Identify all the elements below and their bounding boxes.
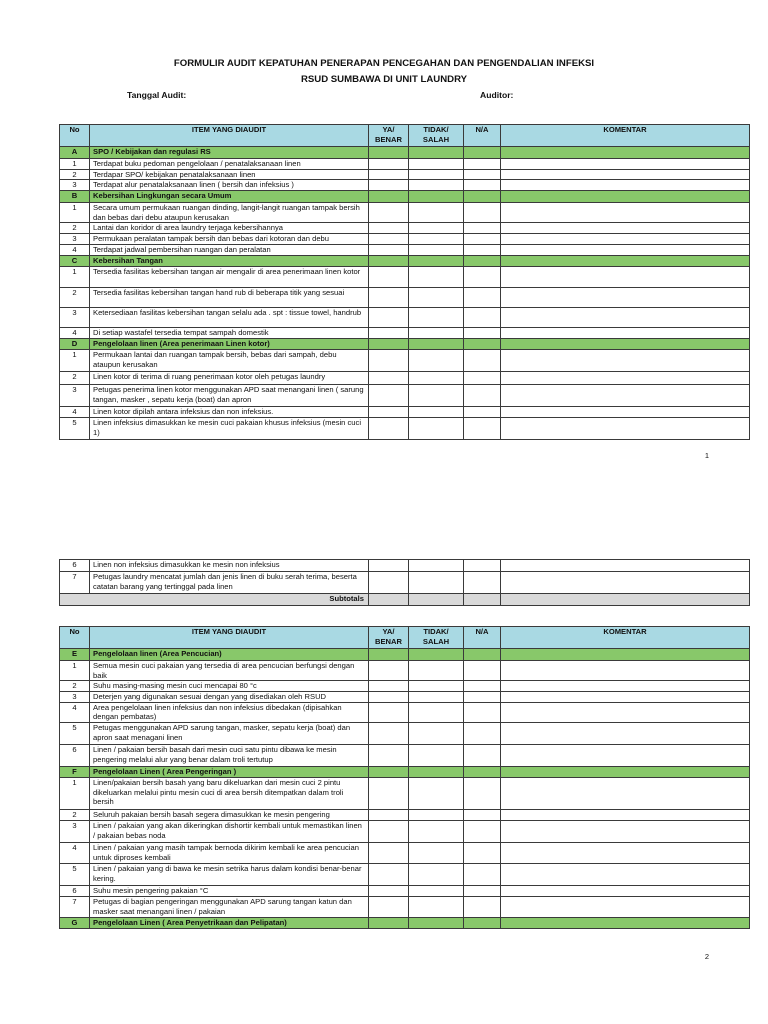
column-header-na: N/A — [464, 627, 501, 649]
item-text: Lantai dan koridor di area laundry terjaga kebersihannya — [90, 223, 369, 234]
answer-no-cell[interactable] — [409, 350, 464, 372]
answer-no-cell[interactable] — [409, 702, 464, 722]
column-header-no: No — [60, 125, 90, 147]
answer-yes-cell[interactable] — [369, 896, 409, 917]
item-text: Ketersediaan fasilitas kebersihan tangan selalu ada . spt : tissue towel, handrub — [90, 308, 369, 328]
answer-yes-cell[interactable] — [369, 572, 409, 594]
answer-no-cell[interactable] — [409, 308, 464, 328]
item-text: Semua mesin cuci pakaian yang tersedia di area pencucian berfungsi dengan baik — [90, 661, 369, 681]
answer-yes-cell[interactable] — [369, 223, 409, 234]
table-row — [60, 245, 750, 256]
item-number: 5 — [60, 863, 90, 885]
answer-yes-cell[interactable] — [369, 661, 409, 681]
comment-cell[interactable] — [501, 722, 750, 744]
answer-no-cell — [409, 649, 464, 661]
item-text: Petugas di bagian pengeringan menggunakan APD sarung tangan katun dan masker saat menangani linen / pakaian — [90, 896, 369, 917]
audit-table-page1-continued — [59, 559, 750, 606]
item-number: 3 — [60, 820, 90, 842]
answer-yes-cell — [369, 256, 409, 267]
item-text: Linen kotor di terima di ruang penerimaan kotor oleh petugas laundry — [90, 372, 369, 385]
answer-no-cell[interactable] — [409, 744, 464, 766]
answer-yes-cell[interactable] — [369, 722, 409, 744]
answer-no-cell[interactable] — [409, 203, 464, 223]
answer-no-cell[interactable] — [409, 169, 464, 180]
page-number: 1 — [704, 451, 709, 460]
item-number: 5 — [60, 417, 90, 439]
answer-yes-cell[interactable] — [369, 372, 409, 385]
answer-no-cell — [409, 917, 464, 928]
table-row — [60, 308, 750, 328]
answer-no-cell[interactable] — [409, 572, 464, 594]
answer-na-cell[interactable] — [464, 288, 501, 308]
section-letter: G — [60, 917, 90, 928]
item-number: 1 — [60, 777, 90, 809]
comment-cell[interactable] — [501, 691, 750, 702]
answer-no-cell[interactable] — [409, 777, 464, 809]
comment-cell[interactable] — [501, 288, 750, 308]
answer-yes-cell[interactable] — [369, 245, 409, 256]
comment-cell — [501, 191, 750, 203]
item-number: 2 — [60, 809, 90, 820]
table-row — [60, 203, 750, 223]
form-title: FORMULIR AUDIT KEPATUHAN PENERAPAN PENCEGAHAN DAN PENGENDALIAN INFEKSI — [173, 58, 595, 69]
item-text: Secara umum permukaan ruangan dinding, langit-langit ruangan tampak bersih dan bebas dari debu ataupun kerusakan — [90, 203, 369, 223]
answer-na-cell[interactable] — [464, 702, 501, 722]
answer-no-cell[interactable] — [409, 328, 464, 339]
answer-na-cell[interactable] — [464, 744, 501, 766]
answer-no-cell[interactable] — [409, 417, 464, 439]
item-number: 4 — [60, 407, 90, 418]
comment-cell[interactable] — [501, 223, 750, 234]
page-number: 2 — [704, 952, 709, 961]
auditor-label: Auditor: — [480, 90, 514, 100]
comment-cell[interactable] — [501, 180, 750, 191]
section-row — [60, 649, 750, 661]
audit-table-page1 — [59, 124, 750, 440]
section-title: Pengelolaan linen (Area penerimaan Linen kotor) — [90, 339, 369, 350]
answer-na-cell[interactable] — [464, 661, 501, 681]
answer-na-cell — [464, 649, 501, 661]
item-number: 3 — [60, 180, 90, 191]
item-number: 1 — [60, 350, 90, 372]
answer-yes-cell[interactable] — [369, 885, 409, 896]
answer-na-cell[interactable] — [464, 385, 501, 407]
item-number: 2 — [60, 372, 90, 385]
column-header-item: ITEM YANG DIAUDIT — [90, 125, 369, 147]
column-header-no: No — [60, 627, 90, 649]
column-header-comment: KOMENTAR — [501, 125, 750, 147]
item-number: 2 — [60, 681, 90, 692]
comment-cell[interactable] — [501, 417, 750, 439]
comment-cell[interactable] — [501, 842, 750, 863]
answer-no-cell[interactable] — [409, 691, 464, 702]
table-row — [60, 159, 750, 170]
column-header-comment: KOMENTAR — [501, 627, 750, 649]
table-row — [60, 385, 750, 407]
table-row — [60, 681, 750, 692]
item-number: 2 — [60, 169, 90, 180]
comment-cell — [501, 256, 750, 267]
item-number: 1 — [60, 661, 90, 681]
answer-na-cell[interactable] — [464, 159, 501, 170]
answer-na-cell — [464, 917, 501, 928]
item-text: Linen non infeksius dimasukkan ke mesin non infeksius — [90, 560, 369, 572]
comment-cell[interactable] — [501, 863, 750, 885]
answer-yes-cell — [369, 191, 409, 203]
answer-na-cell[interactable] — [464, 372, 501, 385]
item-text: Linen kotor dipilah antara infeksius dan non infeksius. — [90, 407, 369, 418]
answer-na-cell[interactable] — [464, 896, 501, 917]
item-text: Suhu masing-masing mesin cuci mencapai 80 °c — [90, 681, 369, 692]
answer-no-cell — [409, 147, 464, 159]
item-text: Terdapat jadwal pembersihan ruangan dan peralatan — [90, 245, 369, 256]
answer-yes-cell — [369, 766, 409, 777]
item-number: 7 — [60, 572, 90, 594]
section-title: Pengelolaan Linen ( Area Pengeringan ) — [90, 766, 369, 777]
comment-cell[interactable] — [501, 777, 750, 809]
table-row — [60, 169, 750, 180]
answer-na-cell[interactable] — [464, 223, 501, 234]
answer-yes-cell — [369, 649, 409, 661]
subtotal-label: Subtotals — [60, 594, 369, 606]
table-row — [60, 572, 750, 594]
answer-na-cell[interactable] — [464, 722, 501, 744]
item-text: Terdapar SPO/ kebijakan penatalaksanaan linen — [90, 169, 369, 180]
answer-na-cell[interactable] — [464, 245, 501, 256]
answer-no-cell — [409, 191, 464, 203]
answer-na-cell[interactable] — [464, 820, 501, 842]
section-row — [60, 917, 750, 928]
answer-na-cell[interactable] — [464, 308, 501, 328]
table-row — [60, 180, 750, 191]
item-text: Linen/pakaian bersih basah yang baru dikeluarkan dari mesin cuci 2 pintu dikeluarkan melalui pintu mesin cuci di area bersih ditempatkan dalam troli bersih — [90, 777, 369, 809]
item-text: Tersedia fasilitas kebersihan tangan hand rub di beberapa titik yang sesuai — [90, 288, 369, 308]
answer-yes-cell[interactable] — [369, 234, 409, 245]
answer-na-cell[interactable] — [464, 407, 501, 418]
comment-cell — [501, 147, 750, 159]
answer-no-cell[interactable] — [409, 681, 464, 692]
item-number: 4 — [60, 245, 90, 256]
comment-cell[interactable] — [501, 661, 750, 681]
comment-cell[interactable] — [501, 809, 750, 820]
item-text: Suhu mesin pengering pakaian °C — [90, 885, 369, 896]
item-number: 3 — [60, 691, 90, 702]
answer-na-cell[interactable] — [464, 777, 501, 809]
section-letter: B — [60, 191, 90, 203]
answer-na-cell[interactable] — [464, 885, 501, 896]
answer-na-cell[interactable] — [464, 169, 501, 180]
item-number: 1 — [60, 267, 90, 288]
answer-yes-cell[interactable] — [369, 407, 409, 418]
table-row — [60, 863, 750, 885]
answer-no-cell[interactable] — [409, 820, 464, 842]
answer-yes-cell[interactable] — [369, 159, 409, 170]
item-number: 4 — [60, 702, 90, 722]
section-row — [60, 339, 750, 350]
comment-cell[interactable] — [501, 896, 750, 917]
subtotal-no-cell — [409, 594, 464, 606]
answer-na-cell — [464, 147, 501, 159]
answer-no-cell[interactable] — [409, 896, 464, 917]
item-number: 2 — [60, 223, 90, 234]
answer-na-cell[interactable] — [464, 328, 501, 339]
answer-no-cell[interactable] — [409, 223, 464, 234]
item-number: 6 — [60, 885, 90, 896]
column-header-no-answer: TIDAK/ SALAH — [409, 125, 464, 147]
answer-yes-cell[interactable] — [369, 681, 409, 692]
comment-cell[interactable] — [501, 328, 750, 339]
comment-cell[interactable] — [501, 203, 750, 223]
item-number: 6 — [60, 744, 90, 766]
table-row — [60, 842, 750, 863]
item-text: Permukaan lantai dan ruangan tampak bersih, bebas dari sampah, debu ataupun kerusakan — [90, 350, 369, 372]
answer-no-cell[interactable] — [409, 560, 464, 572]
table-row — [60, 661, 750, 681]
section-letter: D — [60, 339, 90, 350]
table-row — [60, 896, 750, 917]
answer-no-cell — [409, 766, 464, 777]
answer-no-cell[interactable] — [409, 661, 464, 681]
item-number: 6 — [60, 560, 90, 572]
answer-yes-cell[interactable] — [369, 203, 409, 223]
answer-na-cell[interactable] — [464, 863, 501, 885]
answer-na-cell[interactable] — [464, 560, 501, 572]
comment-cell[interactable] — [501, 234, 750, 245]
table-row — [60, 288, 750, 308]
comment-cell — [501, 917, 750, 928]
item-text: Di setiap wastafel tersedia tempat sampah domestik — [90, 328, 369, 339]
subtotal-comment-cell — [501, 594, 750, 606]
item-number: 1 — [60, 203, 90, 223]
comment-cell[interactable] — [501, 308, 750, 328]
answer-yes-cell[interactable] — [369, 180, 409, 191]
answer-no-cell — [409, 256, 464, 267]
answer-na-cell[interactable] — [464, 417, 501, 439]
comment-cell — [501, 649, 750, 661]
item-text: Petugas laundry mencatat jumlah dan jenis linen di buku serah terima, beserta catatan barang yang tertinggal pada linen — [90, 572, 369, 594]
comment-cell[interactable] — [501, 702, 750, 722]
audit-date-label: Tanggal Audit: — [127, 90, 187, 100]
answer-yes-cell[interactable] — [369, 809, 409, 820]
answer-yes-cell[interactable] — [369, 350, 409, 372]
answer-yes-cell[interactable] — [369, 702, 409, 722]
section-letter: C — [60, 256, 90, 267]
comment-cell[interactable] — [501, 572, 750, 594]
comment-cell[interactable] — [501, 385, 750, 407]
answer-yes-cell[interactable] — [369, 842, 409, 863]
table-row — [60, 885, 750, 896]
item-text: Area pengelolaan linen infeksius dan non infeksius dibedakan (dipisahkan dengan pembatas) — [90, 702, 369, 722]
item-text: Permukaan peralatan tampak bersih dan bebas dari kotoran dan debu — [90, 234, 369, 245]
answer-yes-cell[interactable] — [369, 560, 409, 572]
comment-cell[interactable] — [501, 560, 750, 572]
table-row — [60, 809, 750, 820]
answer-no-cell[interactable] — [409, 863, 464, 885]
answer-yes-cell[interactable] — [369, 777, 409, 809]
form-subtitle: RSUD SUMBAWA DI UNIT LAUNDRY — [300, 74, 468, 85]
answer-na-cell[interactable] — [464, 691, 501, 702]
answer-na-cell[interactable] — [464, 180, 501, 191]
answer-yes-cell[interactable] — [369, 691, 409, 702]
answer-no-cell[interactable] — [409, 885, 464, 896]
answer-yes-cell[interactable] — [369, 385, 409, 407]
answer-na-cell — [464, 256, 501, 267]
item-text: Terdapat buku pedoman pengelolaan / penatalaksanaan linen — [90, 159, 369, 170]
item-text: Linen / pakaian yang di bawa ke mesin setrika harus dalam kondisi benar-benar kering. — [90, 863, 369, 885]
answer-na-cell[interactable] — [464, 234, 501, 245]
section-title: Pengelolaan Linen ( Area Penyetrikaan dan Pelipatan) — [90, 917, 369, 928]
item-number: 4 — [60, 842, 90, 863]
item-text: Linen / pakaian yang masih tampak bernoda dikirim kembali ke area pencucian untuk diproses kembali — [90, 842, 369, 863]
table-row — [60, 372, 750, 385]
section-row — [60, 256, 750, 267]
comment-cell[interactable] — [501, 245, 750, 256]
answer-na-cell — [464, 191, 501, 203]
answer-yes-cell[interactable] — [369, 744, 409, 766]
comment-cell[interactable] — [501, 159, 750, 170]
answer-yes-cell[interactable] — [369, 863, 409, 885]
table-row — [60, 407, 750, 418]
item-text: Deterjen yang digunakan sesuai dengan yang disediakan oleh RSUD — [90, 691, 369, 702]
section-row — [60, 191, 750, 203]
answer-no-cell[interactable] — [409, 372, 464, 385]
table-row — [60, 777, 750, 809]
table-row — [60, 722, 750, 744]
comment-cell[interactable] — [501, 681, 750, 692]
table-row — [60, 820, 750, 842]
section-letter: E — [60, 649, 90, 661]
comment-cell — [501, 766, 750, 777]
answer-na-cell — [464, 766, 501, 777]
item-number: 7 — [60, 896, 90, 917]
answer-no-cell[interactable] — [409, 722, 464, 744]
answer-no-cell[interactable] — [409, 385, 464, 407]
answer-na-cell[interactable] — [464, 572, 501, 594]
item-number: 3 — [60, 385, 90, 407]
item-text: Linen / pakaian yang akan dikeringkan dishortir kembali untuk memastikan linen / pakaian bebas noda — [90, 820, 369, 842]
answer-yes-cell[interactable] — [369, 417, 409, 439]
answer-yes-cell — [369, 147, 409, 159]
item-text: Petugas penerima linen kotor menggunakan APD saat menangani linen ( sarung tangan, masker , sepatu kerja (boat) dan apron — [90, 385, 369, 407]
item-text: Seluruh pakaian bersih basah segera dimasukkan ke mesin pengering — [90, 809, 369, 820]
section-title: Kebersihan Lingkungan secara Umum — [90, 191, 369, 203]
section-row — [60, 147, 750, 159]
column-header-na: N/A — [464, 125, 501, 147]
answer-yes-cell — [369, 339, 409, 350]
answer-no-cell — [409, 339, 464, 350]
column-header-yes: YA/ BENAR — [369, 627, 409, 649]
comment-cell[interactable] — [501, 267, 750, 288]
section-title: Pengelolaan linen (Area Pencucian) — [90, 649, 369, 661]
comment-cell[interactable] — [501, 407, 750, 418]
item-number: 5 — [60, 722, 90, 744]
table-row — [60, 328, 750, 339]
item-text: Terdapat alur penatalaksanaan linen ( bersih dan infeksius ) — [90, 180, 369, 191]
table-row — [60, 702, 750, 722]
item-text: Linen infeksius dimasukkan ke mesin cuci pakaian khusus infeksius (mesin cuci 1) — [90, 417, 369, 439]
item-number: 3 — [60, 234, 90, 245]
section-title: Kebersihan Tangan — [90, 256, 369, 267]
answer-yes-cell[interactable] — [369, 288, 409, 308]
answer-na-cell — [464, 339, 501, 350]
column-header-no-answer: TIDAK/ SALAH — [409, 627, 464, 649]
answer-no-cell[interactable] — [409, 245, 464, 256]
comment-cell[interactable] — [501, 169, 750, 180]
item-number: 4 — [60, 328, 90, 339]
item-number: 3 — [60, 308, 90, 328]
item-text: Linen / pakaian bersih basah dari mesin cuci satu pintu dibawa ke mesin pengering melalui alur yang benar dalam troli tertutup — [90, 744, 369, 766]
answer-no-cell[interactable] — [409, 809, 464, 820]
table-row — [60, 267, 750, 288]
comment-cell[interactable] — [501, 372, 750, 385]
answer-yes-cell[interactable] — [369, 328, 409, 339]
answer-na-cell[interactable] — [464, 842, 501, 863]
answer-na-cell[interactable] — [464, 681, 501, 692]
answer-no-cell[interactable] — [409, 234, 464, 245]
section-letter: A — [60, 147, 90, 159]
item-text: Petugas menggunakan APD sarung tangan, masker, sepatu kerja (boat) dan apron saat menagani linen — [90, 722, 369, 744]
section-letter: F — [60, 766, 90, 777]
answer-no-cell[interactable] — [409, 159, 464, 170]
section-title: SPO / Kebijakan dan regulasi RS — [90, 147, 369, 159]
answer-yes-cell[interactable] — [369, 308, 409, 328]
comment-cell — [501, 339, 750, 350]
table-row — [60, 234, 750, 245]
table-row — [60, 223, 750, 234]
answer-na-cell[interactable] — [464, 267, 501, 288]
answer-no-cell[interactable] — [409, 267, 464, 288]
answer-no-cell[interactable] — [409, 842, 464, 863]
answer-yes-cell — [369, 917, 409, 928]
answer-na-cell[interactable] — [464, 203, 501, 223]
answer-na-cell[interactable] — [464, 350, 501, 372]
column-header-yes: YA/ BENAR — [369, 125, 409, 147]
table-row — [60, 744, 750, 766]
column-header-item: ITEM YANG DIAUDIT — [90, 627, 369, 649]
answer-yes-cell[interactable] — [369, 169, 409, 180]
answer-no-cell[interactable] — [409, 288, 464, 308]
answer-no-cell[interactable] — [409, 180, 464, 191]
comment-cell[interactable] — [501, 885, 750, 896]
comment-cell[interactable] — [501, 350, 750, 372]
subtotal-na-cell — [464, 594, 501, 606]
table-row — [60, 417, 750, 439]
table-row — [60, 350, 750, 372]
answer-yes-cell[interactable] — [369, 820, 409, 842]
comment-cell[interactable] — [501, 744, 750, 766]
subtotal-yes-cell — [369, 594, 409, 606]
answer-na-cell[interactable] — [464, 809, 501, 820]
answer-no-cell[interactable] — [409, 407, 464, 418]
table-row — [60, 560, 750, 572]
item-number: 2 — [60, 288, 90, 308]
answer-yes-cell[interactable] — [369, 267, 409, 288]
comment-cell[interactable] — [501, 820, 750, 842]
item-number: 1 — [60, 159, 90, 170]
table-row — [60, 691, 750, 702]
item-text: Tersedia fasilitas kebersihan tangan air mengalir di area penerimaan linen kotor — [90, 267, 369, 288]
audit-table-page2 — [59, 626, 750, 929]
subtotal-row — [60, 594, 750, 606]
section-row — [60, 766, 750, 777]
